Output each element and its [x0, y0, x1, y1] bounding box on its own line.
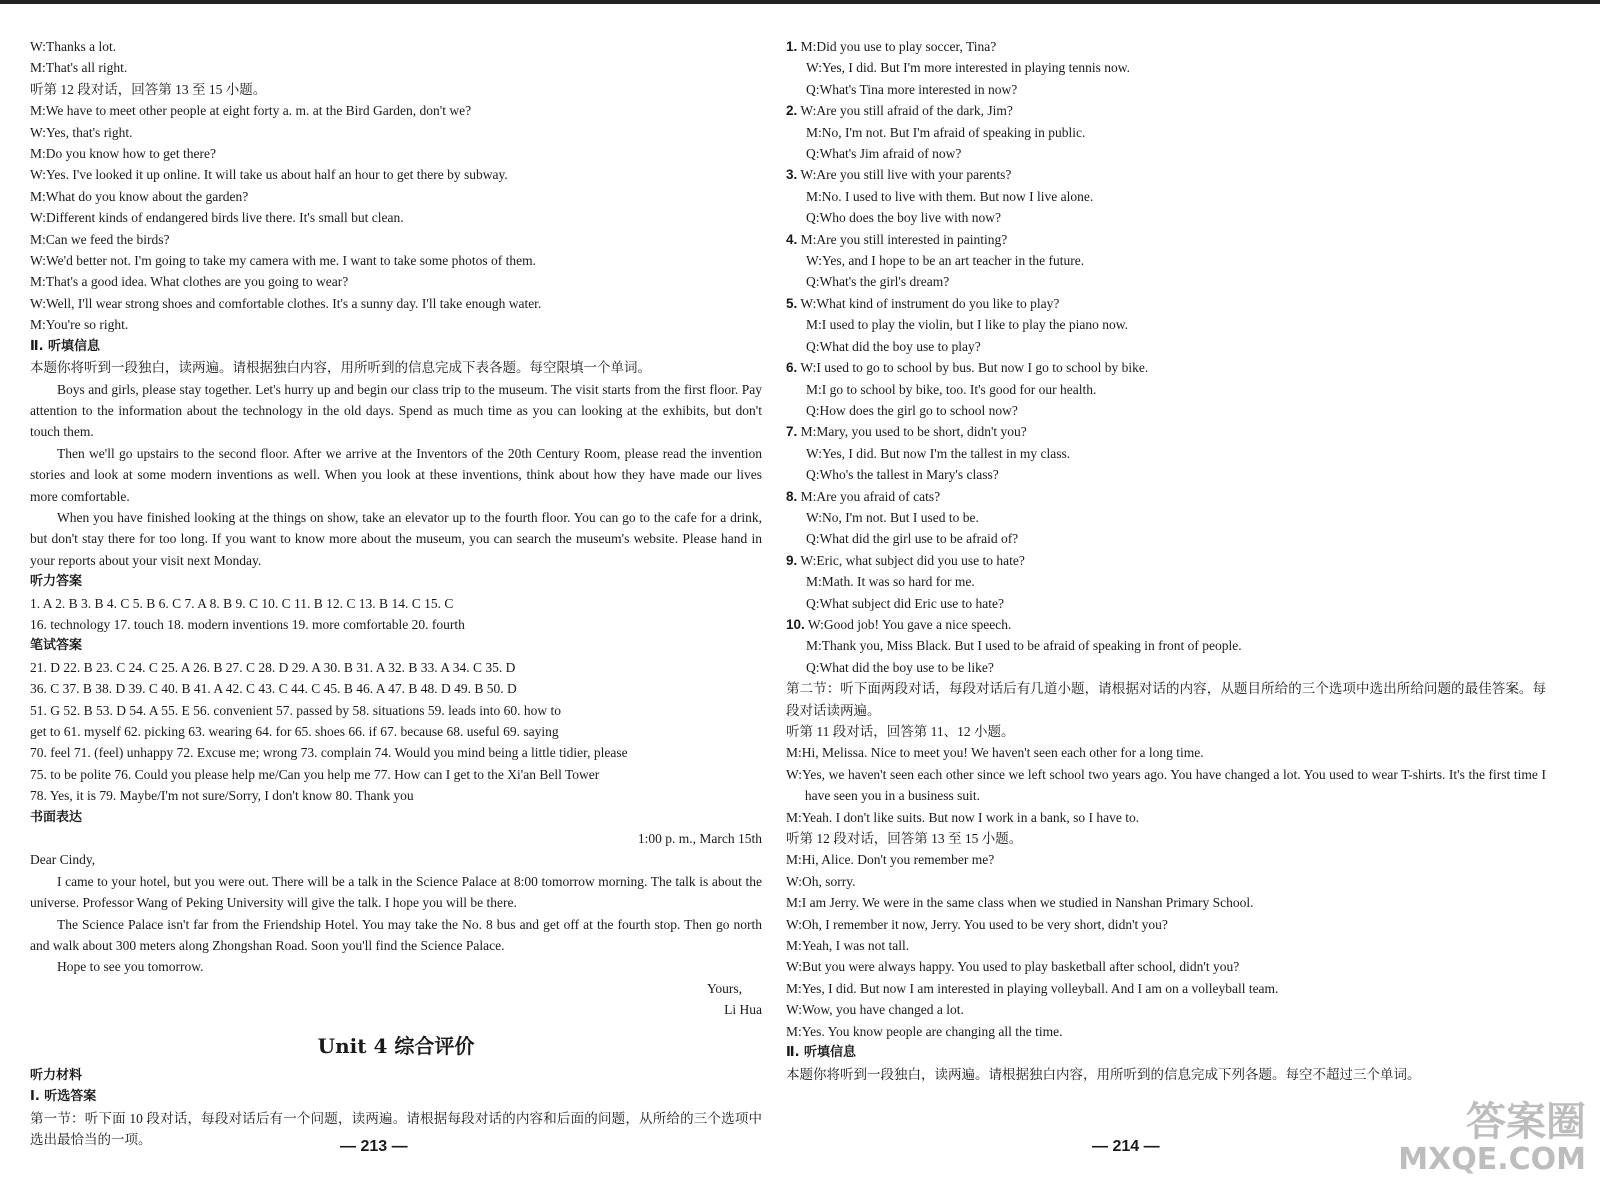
- question-line: [786, 507, 1546, 528]
- dialogue-line: M:Yeah, I was not tall.: [786, 938, 910, 954]
- dialogue-line: M:Hi, Melissa. Nice to meet you! We haven't seen each other for a long time.: [786, 745, 1204, 761]
- letter-paragraph: I came to your hotel, but you were out. There will be a talk in the Science Palace at 8:00 tomorrow morning. The talk is about the universe. Professor Wang of Peking University will give the talk. I hope you will be there.: [30, 873, 762, 911]
- question-number: 4.: [786, 231, 798, 247]
- question-text: Q:What's the girl's dream?: [806, 274, 950, 290]
- dialogue-line: W:Wow, you have changed a lot.: [786, 1002, 964, 1018]
- question-line: [786, 36, 1546, 57]
- question-line: [786, 657, 1546, 678]
- question-text: W:Eric, what subject did you use to hate?: [800, 552, 1025, 568]
- dialogue-line: M:Hi, Alice. Don't you remember me?: [786, 852, 995, 868]
- question-number: 2.: [786, 103, 798, 119]
- question-text: Q:What did the girl use to be afraid of?: [806, 531, 1019, 547]
- answer-row: get to 61. myself 62. picking 63. wearing 64. for 65. shoes 66. if 67. because 68. useful 69. saying: [30, 724, 559, 739]
- section-instructions: 第一节：听下面 10 段对话，每段对话后有一个问题，读两遍。请根据每段对话的内容和后面的问题，从所给的三个选项中选出最恰当的一项。: [30, 1110, 762, 1147]
- question-text: Q:What did the boy use to play?: [806, 338, 981, 354]
- question-line: [786, 528, 1546, 549]
- answer-row: 75. to be polite 76. Could you please help me/Can you help me 77. How can I get to the Xi'an Bell Tower: [30, 766, 600, 782]
- right-page: [786, 36, 1546, 1085]
- dialogue-line: W:Oh, sorry.: [786, 873, 856, 889]
- question-line: [786, 122, 1546, 143]
- question-line: [786, 100, 1546, 121]
- top-border: [0, 0, 1600, 4]
- page-number-left: — 213 —: [340, 1138, 408, 1155]
- letter-closing: Yours,: [706, 980, 742, 996]
- dialogue-line: W:Yes, we haven't seen each other since we left school two years ago. You have changed a lot. You used to wear T-shirts. It's the first time I have seen you in a business suit.: [786, 766, 1546, 804]
- dialogue-line: M:What do you know about the garden?: [30, 188, 249, 204]
- watermark-logo: [1398, 1100, 1586, 1176]
- dialogue-line: M:Do you know how to get there?: [30, 146, 216, 162]
- letter-paragraph: Hope to see you tomorrow.: [57, 959, 204, 975]
- dialogue-line: W:Different kinds of endangered birds live there. It's small but clean.: [30, 210, 404, 226]
- question-line: [786, 357, 1546, 378]
- question-text: W:Yes, I did. But I'm more interested in playing tennis now.: [806, 60, 1131, 76]
- section-heading: Ⅱ. 听填信息: [30, 338, 101, 354]
- question-text: M:Thank you, Miss Black. But I used to be afraid of speaking in front of people.: [806, 638, 1242, 654]
- question-text: W:No, I'm not. But I used to be.: [806, 509, 979, 525]
- dialogue-line: M:Yeah. I don't like suits. But now I work in a bank, so I have to.: [786, 809, 1140, 825]
- question-text: W:Are you still live with your parents?: [800, 167, 1012, 183]
- question-line: [786, 614, 1546, 635]
- question-text: W:Yes, I did. But now I'm the tallest in my class.: [806, 445, 1071, 461]
- dialogue-line: W:Thanks a lot.: [30, 39, 117, 54]
- answer-row: 1. A 2. B 3. B 4. C 5. B 6. C 7. A 8. B 9. C 10. C 11. B 12. C 13. B 14. C 15. C: [30, 595, 454, 611]
- dialogue-line: W:We'd better not. I'm going to take my camera with me. I want to take some photos of them.: [30, 253, 537, 269]
- question-text: Q:Who's the tallest in Mary's class?: [806, 467, 999, 483]
- question-line: [786, 79, 1546, 100]
- question-line: [786, 443, 1546, 464]
- question-text: W:What kind of instrument do you like to play?: [800, 295, 1060, 311]
- dialogue-line: M:Yes, I did. But now I am interested in playing volleyball. And I am on a volleyball team.: [786, 980, 1279, 996]
- question-text: M:Mary, you used to be short, didn't you?: [800, 424, 1027, 440]
- question-line: [786, 57, 1546, 78]
- page-number-right: — 214 —: [1092, 1138, 1160, 1155]
- question-number: 1.: [786, 39, 798, 54]
- dialogue-line: W:Oh, I remember it now, Jerry. You used to be very short, didn't you?: [786, 916, 1168, 932]
- question-text: W:I used to go to school by bus. But now I go to school by bike.: [800, 360, 1149, 376]
- letter-paragraph: The Science Palace isn't far from the Friendship Hotel. You may take the No. 8 bus and get off at the fourth stop. Then go north and walk about 300 meters along Zhongshan Road. Soon you'll find the Science Palace.: [30, 916, 762, 954]
- question-text: M:Math. It was so hard for me.: [806, 574, 975, 590]
- dialogue-line: M:That's all right.: [30, 60, 128, 76]
- question-text: Q:What's Jim afraid of now?: [806, 146, 962, 162]
- dialogue-line: M:That's a good idea. What clothes are you going to wear?: [30, 274, 349, 290]
- dialogue-line: M:Yes. You know people are changing all the time.: [786, 1023, 1063, 1039]
- monologue-paragraph: Boys and girls, please stay together. Let's hurry up and begin our class trip to the museum. The visit starts from the first floor. Pay attention to the information about the technology in the old days. Spend as much time as you can looking at the exhibits, but don't touch them.: [30, 381, 762, 440]
- dialogue-line: W:Yes. I've looked it up online. It will take us about half an hour to get there by subway.: [30, 167, 508, 183]
- question-line: [786, 635, 1546, 656]
- written-answers-heading: 笔试答案: [30, 638, 83, 654]
- answer-row: 78. Yes, it is 79. Maybe/I'm not sure/Sorry, I don't know 80. Thank you: [30, 788, 414, 804]
- monologue-paragraph: When you have finished looking at the things on show, take an elevator up to the fourth floor. You can go to the cafe for a drink, but don't stay there for too long. If you want to know more about the museum, you can search the museum's website. Please hand in your reports about your visit next Monday.: [30, 509, 762, 568]
- letter-signature: Li Hua: [724, 1002, 762, 1018]
- unit-title: Unit 4 综合评价: [317, 1033, 475, 1058]
- part2-instructions: 第二节：听下面两段对话，每段对话后有几道小题，请根据对话的内容，从题目所给的三个选项中选出所给问题的最佳答案。每段对话读两遍。: [786, 681, 1546, 718]
- question-number: 10.: [786, 616, 805, 632]
- dialogue-heading: 听第 11 段对话，回答第 11、12 小题。: [786, 724, 1015, 739]
- letter-time: 1:00 p. m., March 15th: [637, 831, 762, 847]
- materials-heading: 听力材料: [30, 1067, 83, 1083]
- watermark-line: 答案圈: [1466, 1099, 1586, 1145]
- question-line: [786, 271, 1546, 292]
- dialogue-line: M:Can we feed the birds?: [30, 231, 170, 247]
- question-text: W:Yes, and I hope to be an art teacher in the future.: [806, 253, 1085, 269]
- question-text: M:I go to school by bike, too. It's good for our health.: [806, 381, 1097, 397]
- watermark-line: MXQE.COM: [1398, 1142, 1586, 1177]
- question-line: [786, 293, 1546, 314]
- question-text: M:No. I used to live with them. But now I live alone.: [806, 188, 1094, 204]
- question-number: 3.: [786, 167, 798, 183]
- monologue-paragraph: Then we'll go upstairs to the second floor. After we arrive at the Inventors of the 20th Century Room, please read the invention stories and look at some modern inventions as well. When you look at these inventions, think about how they have made our lives more comfortable.: [30, 445, 762, 504]
- question-line: [786, 550, 1546, 571]
- answer-row: 51. G 52. B 53. D 54. A 55. E 56. convenient 57. passed by 58. situations 59. leads into 60. how to: [30, 702, 561, 718]
- section-instructions: 本题你将听到一段独白，读两遍。请根据独白内容，用所听到的信息完成下表各题。每空限填一个单词。: [30, 360, 651, 376]
- question-text: M:Are you still interested in painting?: [800, 231, 1008, 247]
- question-line: [786, 250, 1546, 271]
- question-line: [786, 186, 1546, 207]
- question-text: Q:What did the boy use to be like?: [806, 659, 994, 675]
- writing-heading: 书面表达: [30, 809, 83, 825]
- question-line: [786, 164, 1546, 185]
- question-line: [786, 593, 1546, 614]
- dialogue-line: M:We have to meet other people at eight forty a. m. at the Bird Garden, don't we?: [30, 103, 472, 119]
- dialogue-line: W:But you were always happy. You used to play basketball after school, didn't you?: [786, 959, 1240, 975]
- question-line: [786, 464, 1546, 485]
- question-line: [786, 571, 1546, 592]
- question-number: 7.: [786, 424, 798, 440]
- question-text: W:Good job! You gave a nice speech.: [807, 616, 1012, 632]
- answer-row: 36. C 37. B 38. D 39. C 40. B 41. A 42. C 43. C 44. C 45. B 46. A 47. B 48. D 49. B 50. D: [30, 681, 517, 697]
- question-line: [786, 400, 1546, 421]
- question-number: 5.: [786, 295, 798, 311]
- question-line: [786, 314, 1546, 335]
- question-text: Q:How does the girl go to school now?: [806, 402, 1018, 418]
- question-text: M:Are you afraid of cats?: [800, 488, 941, 504]
- question-text: M:Did you use to play soccer, Tina?: [800, 39, 997, 54]
- left-page: [30, 36, 762, 1150]
- dialogue-line: M:You're so right.: [30, 317, 129, 333]
- dialogue-12-part1: [30, 36, 762, 336]
- dialogue-heading: 听第 12 段对话，回答第 13 至 15 小题。: [30, 81, 267, 97]
- question-line: [786, 486, 1546, 507]
- dialogue-heading: 听第 12 段对话，回答第 13 至 15 小题。: [786, 831, 1023, 847]
- section-instructions: 本题你将听到一段独白，读两遍。请根据独白内容，用所听到的信息完成下列各题。每空不超过三个单词。: [786, 1066, 1421, 1082]
- section-heading: Ⅰ. 听选答案: [30, 1089, 97, 1105]
- dialogue-items: [786, 36, 1546, 678]
- dialogue-line: W:Yes, that's right.: [30, 124, 133, 140]
- question-line: [786, 143, 1546, 164]
- question-line: [786, 421, 1546, 442]
- answer-row: 70. feel 71. (feel) unhappy 72. Excuse me; wrong 73. complain 74. Would you mind being a little tidier, please: [30, 745, 628, 761]
- answer-row: 21. D 22. B 23. C 24. C 25. A 26. B 27. C 28. D 29. A 30. B 31. A 32. B 33. A 34. C 35. D: [30, 659, 516, 675]
- dialogue-line: W:Well, I'll wear strong shoes and comfortable clothes. It's a sunny day. I'll take enough water.: [30, 295, 542, 311]
- question-text: Q:Who does the boy live with now?: [806, 210, 1001, 226]
- section-heading: Ⅱ. 听填信息: [786, 1045, 857, 1061]
- answer-row: 16. technology 17. touch 18. modern inventions 19. more comfortable 20. fourth: [30, 616, 465, 632]
- question-text: W:Are you still afraid of the dark, Jim?: [800, 103, 1013, 119]
- question-number: 9.: [786, 552, 798, 568]
- question-number: 8.: [786, 488, 798, 504]
- letter-salutation: Dear Cindy,: [30, 852, 96, 868]
- dialogue-line: M:I am Jerry. We were in the same class when we studied in Nanshan Primary School.: [786, 895, 1254, 911]
- listening-answers-heading: 听力答案: [30, 574, 83, 590]
- question-text: Q:What subject did Eric use to hate?: [806, 595, 1004, 611]
- question-line: [786, 229, 1546, 250]
- question-line: [786, 336, 1546, 357]
- question-text: Q:What's Tina more interested in now?: [806, 81, 1018, 97]
- question-line: [786, 207, 1546, 228]
- question-text: M:No, I'm not. But I'm afraid of speaking in public.: [806, 124, 1086, 140]
- question-text: M:I used to play the violin, but I like to play the piano now.: [806, 317, 1128, 333]
- question-number: 6.: [786, 360, 798, 376]
- question-line: [786, 379, 1546, 400]
